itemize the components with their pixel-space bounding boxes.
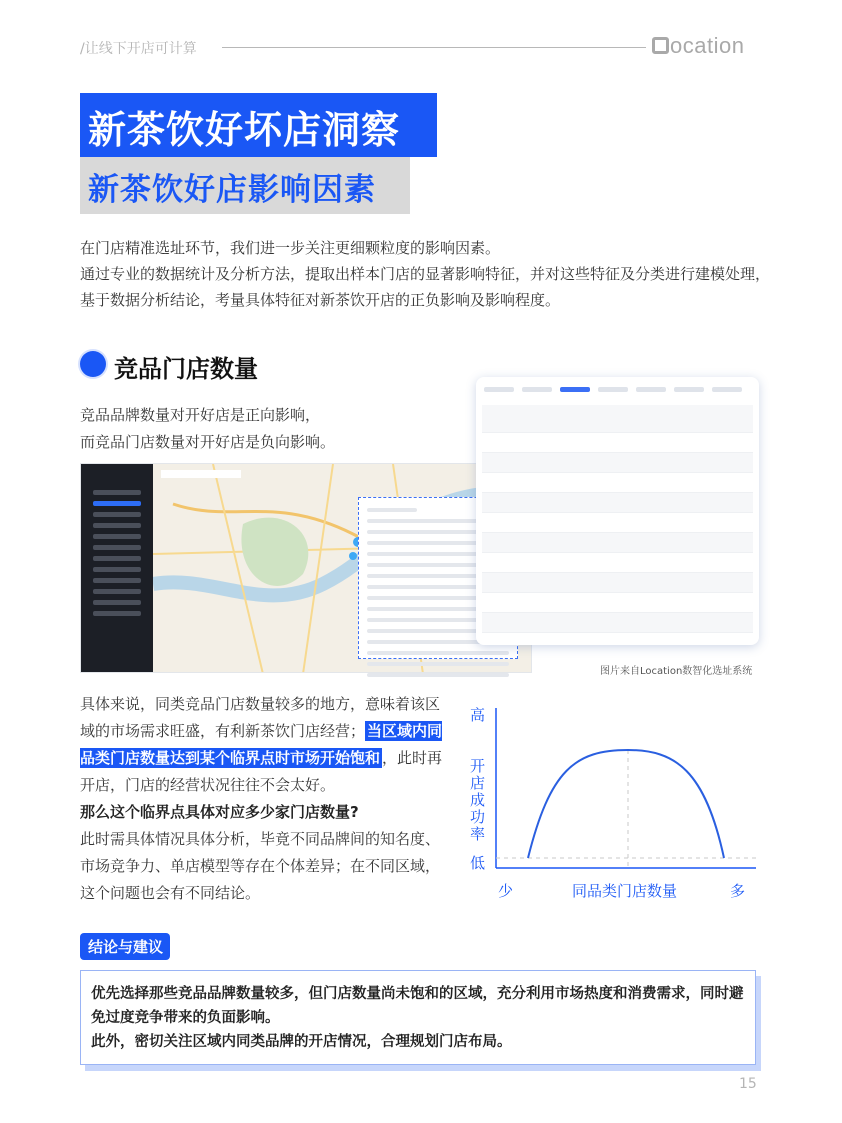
chart-x-high-label: 多 <box>730 882 746 900</box>
saturation-curve-chart <box>460 700 760 910</box>
main-title: 新茶饮好坏店洞察 <box>88 108 401 152</box>
store-table-screenshot <box>476 377 759 645</box>
logo-text: ocation <box>670 33 745 58</box>
page-header <box>0 0 842 70</box>
intro-text <box>80 235 770 313</box>
chart-y-high-label: 高 <box>470 706 486 724</box>
logo-l-icon <box>652 37 669 54</box>
section-paragraph-2 <box>80 691 446 907</box>
sub-title-block <box>80 157 410 214</box>
para2-question: 那么这个临界点具体对应多少家门店数量? <box>80 803 359 821</box>
breadcrumb: /让线下开店可计算 <box>80 41 197 57</box>
chart-svg <box>460 700 760 910</box>
para1-line-1: 竞品品牌数量对开好店是正向影响， <box>80 406 321 424</box>
chart-x-axis-title: 同品类门店数量 <box>572 882 678 900</box>
header-rule <box>222 47 646 48</box>
sub-title: 新茶饮好店影响因素 <box>88 172 376 208</box>
conclusion-line-1: 优先选择那些竞品品牌数量较多，但门店数量尚未饱和的区域，充分利用市场热度和消费需求，同时避免过度竞争带来的负面影响。 <box>91 986 744 1026</box>
para2-highlight: 当区域内同品类门店数量达到某个临界点时市场开始饱和 <box>80 722 443 767</box>
para2-text-b: ，此时再开店，门店的经营状况往往不会太好。 <box>80 749 443 794</box>
conclusion-line-2: 此外，密切关注区域内同类品牌的开店情况，合理规划门店布局。 <box>91 1034 512 1050</box>
screenshot-sidebar <box>81 464 153 672</box>
conclusion-tag <box>80 933 170 960</box>
section-paragraph-1 <box>80 402 380 456</box>
section-bullet-icon <box>80 351 106 377</box>
conclusion-text <box>91 982 747 1054</box>
main-title-block <box>80 93 437 157</box>
conclusion-box <box>80 970 756 1065</box>
para2-text-a: 具体来说，同类竞品门店数量较多的地方，意味着该区域的市场需求旺盛，有利新茶饮门店经营； <box>80 695 441 740</box>
conclusion-tag-label: 结论与建议 <box>88 938 164 956</box>
intro-line-2: 通过专业的数据统计及分析方法，提取出样本门店的显著影响特征，并对这些特征及分类进行建模处理，基于数据分析结论，考量具体特征对新茶饮开店的正负影响及影响程度。 <box>80 265 771 309</box>
location-logo <box>652 33 744 59</box>
chart-x-low-label: 少 <box>498 882 514 900</box>
para1-line-2: 而竞品门店数量对开好店是负向影响。 <box>80 433 336 451</box>
para2-text-c: 此时需具体情况具体分析，毕竟不同品牌间的知名度、市场竞争力、单店模型等存在个体差异；在不同区域，这个问题也会有不同结论。 <box>80 830 441 902</box>
section-title: 竞品门店数量 <box>114 355 258 383</box>
chart-y-axis-title: 开店成功率 <box>470 757 486 843</box>
intro-line-1: 在门店精准选址环节，我们进一步关注更细颗粒度的影响因素。 <box>80 239 501 257</box>
page-number: 15 <box>739 1076 757 1092</box>
chart-y-low-label: 低 <box>470 854 486 872</box>
chart-curve-line <box>528 750 724 858</box>
image-caption: 图片来自Location数智化选址系统 <box>600 666 753 677</box>
